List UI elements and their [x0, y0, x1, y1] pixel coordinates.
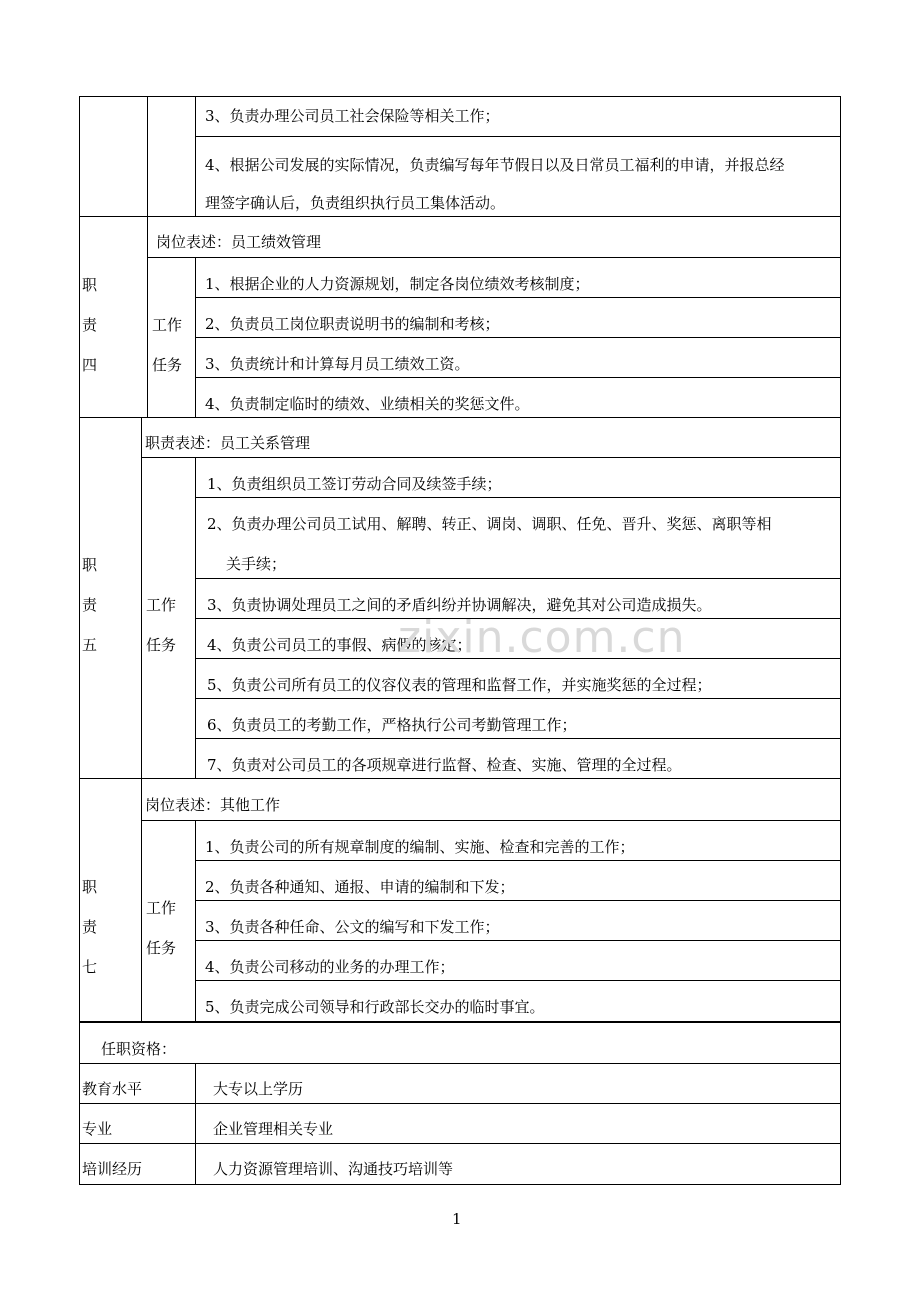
- task-text: 4、负责制定临时的绩效、业绩相关的奖惩文件。: [205, 395, 530, 413]
- task-label: 工作: [146, 899, 177, 917]
- task-text: 5、负责公司所有员工的仪容仪表的管理和监督工作，并实施奖惩的全过程；: [207, 676, 712, 694]
- task-text: 5、负责完成公司领导和行政部长交办的临时事宜。: [205, 998, 545, 1016]
- task-label: 任务: [146, 939, 177, 957]
- task-label: 任务: [152, 356, 183, 374]
- task-text: 7、负责对公司员工的各项规章进行监督、检查、实施、管理的全过程。: [207, 756, 682, 774]
- duty-description: 岗位表述：其他工作: [145, 796, 281, 814]
- page-number: 1: [452, 1210, 462, 1228]
- duty-label: 七: [82, 958, 98, 976]
- task-text: 3、负责统计和计算每月员工绩效工资。: [205, 355, 470, 373]
- qualification-key: 教育水平: [82, 1080, 143, 1098]
- duty-label: 职: [82, 556, 98, 574]
- qualification-value: 大专以上学历: [213, 1080, 304, 1098]
- duty-description: 岗位表述：员工绩效管理: [156, 233, 322, 251]
- task-text: 1、负责公司的所有规章制度的编制、实施、检查和完善的工作；: [205, 838, 635, 856]
- task-text: 3、负责各种任命、公文的编写和下发工作；: [205, 918, 500, 936]
- duty-label: 责: [82, 596, 98, 614]
- watermark: zixin.com.cn: [398, 612, 686, 663]
- qualification-key: 专业: [82, 1120, 113, 1138]
- task-label: 工作: [152, 316, 183, 334]
- duty-label: 责: [82, 316, 98, 334]
- task-text: 1、负责组织员工签订劳动合同及续签手续；: [207, 475, 502, 493]
- task-text: 4、负责公司移动的业务的办理工作；: [205, 958, 455, 976]
- task-text: 1、根据企业的人力资源规划，制定各岗位绩效考核制度；: [205, 275, 590, 293]
- task-label: 任务: [146, 636, 177, 654]
- duty-label: 五: [82, 636, 98, 654]
- qualification-value: 人力资源管理培训、沟通技巧培训等: [213, 1160, 454, 1178]
- duty-label: 四: [82, 356, 98, 374]
- task-text: 2、负责办理公司员工试用、解聘、转正、调岗、调职、任免、晋升、奖惩、离职等相: [207, 515, 772, 533]
- duty-label: 责: [82, 918, 98, 936]
- task-label: 工作: [146, 596, 177, 614]
- task-text: 理签字确认后，负责组织执行员工集体活动。: [205, 194, 506, 212]
- task-text: 2、负责员工岗位职责说明书的编制和考核；: [205, 315, 500, 333]
- duty-label: 职: [82, 276, 98, 294]
- task-text: 3、负责办理公司员工社会保险等相关工作；: [205, 107, 500, 125]
- task-text: 6、负责员工的考勤工作，严格执行公司考勤管理工作；: [207, 716, 577, 734]
- task-text: 3、负责协调处理员工之间的矛盾纠纷并协调解决，避免其对公司造成损失。: [207, 596, 712, 614]
- task-text: 4、负责公司员工的事假、病假的核定；: [207, 636, 472, 654]
- qualifications-title: 任职资格：: [101, 1040, 177, 1058]
- qualification-key: 培训经历: [82, 1160, 143, 1178]
- qualification-value: 企业管理相关专业: [213, 1120, 334, 1138]
- task-text: 4、根据公司发展的实际情况，负责编写每年节假日以及日常员工福利的申请，并报总经: [205, 156, 785, 174]
- duty-description: 职责表述：员工关系管理: [145, 434, 311, 452]
- duty-label: 职: [82, 878, 98, 896]
- task-text: 关手续；: [226, 555, 287, 573]
- task-text: 2、负责各种通知、通报、申请的编制和下发；: [205, 878, 515, 896]
